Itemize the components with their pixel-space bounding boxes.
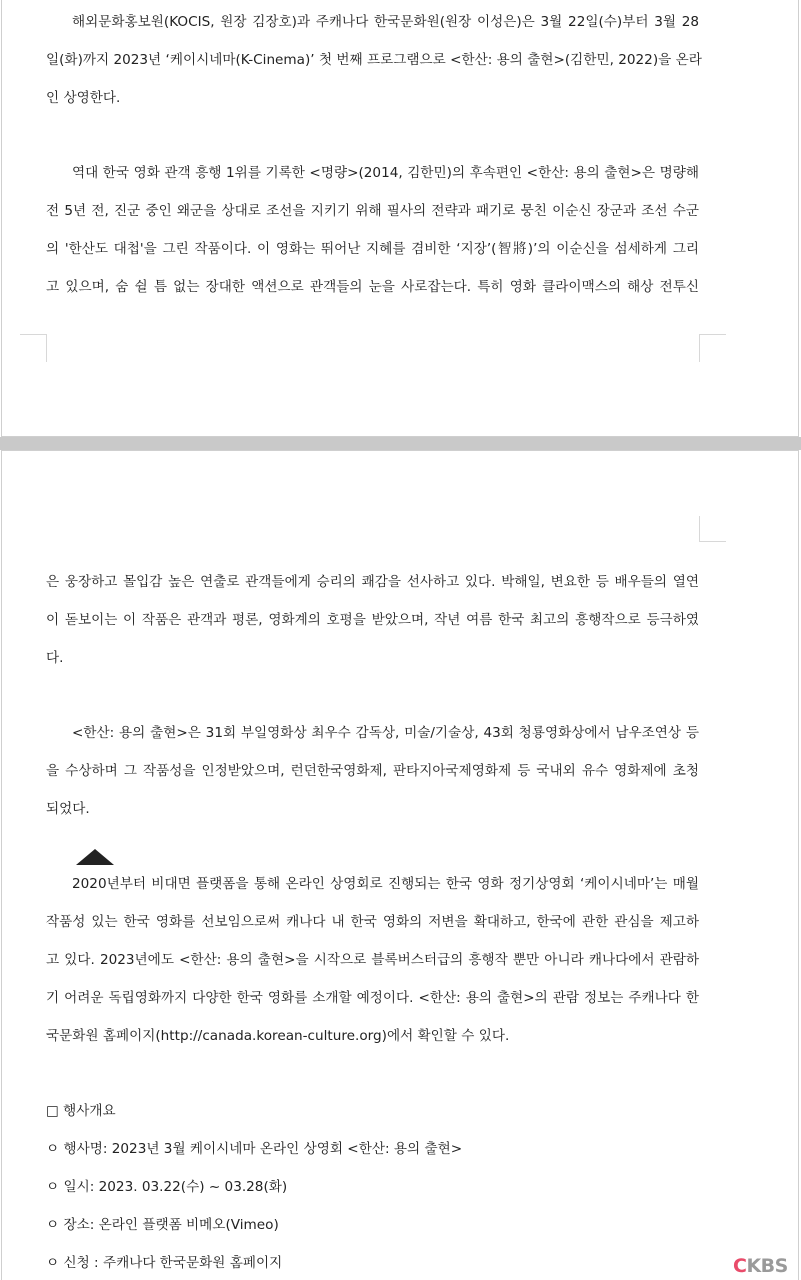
list-item: ㅇ 행사명: 2023년 3월 케이시네마 온라인 상영회 <한산: 용의 출현>: [46, 1141, 463, 1157]
crop-mark: [20, 334, 47, 335]
paragraph-line: 고 있다. 2023년에도 <한산: 용의 출현>을 시작으로 블록버스터급의 흥행작 뿐만 아니라 캐나다에서 관람하: [46, 952, 699, 968]
paragraph-line: 이 돋보이는 이 작품은 관객과 평론, 영화계의 호평을 받았으며, 작년 여름 한국 최고의 흥행작으로 등극하였: [46, 612, 699, 628]
paragraph-line: 다.: [46, 650, 64, 666]
paragraph-line: 인 상영한다.: [46, 90, 121, 106]
watermark-c: C: [733, 1255, 747, 1277]
triangle-marker-icon: [76, 849, 114, 865]
paragraph-line: 고 있으며, 숨 쉴 틈 없는 장대한 액션으로 관객들의 눈을 사로잡는다. 특히 영화 클라이맥스의 해상 전투신: [46, 279, 699, 295]
list-item: ㅇ 일시: 2023. 03.22(수) ~ 03.28(화): [46, 1179, 288, 1195]
watermark-rest: KBS: [746, 1255, 788, 1277]
list-item: ㅇ 장소: 온라인 플랫폼 비메오(Vimeo): [46, 1217, 279, 1233]
paragraph-line: 국문화원 홈페이지(http://canada.korean-culture.org)에서 확인할 수 있다.: [46, 1028, 510, 1044]
paragraph-line: <한산: 용의 출현>은 31회 부일영화상 최우수 감독상, 미술/기술상, 43회 청룡영화상에서 남우조연상 등: [72, 725, 699, 741]
crop-mark: [46, 334, 47, 362]
list-item: ㅇ 신청 : 주캐나다 한국문화원 홈페이지: [46, 1255, 283, 1271]
crop-mark: [699, 541, 726, 542]
crop-mark: [699, 516, 700, 542]
paragraph-line: 해외문화홍보원(KOCIS, 원장 김장호)과 주캐나다 한국문화원(원장 이성은)은 3월 22일(수)부터 3월 28: [72, 14, 699, 30]
paragraph-line: 일(화)까지 2023년 ‘케이시네마(K-Cinema)’ 첫 번째 프로그램으로 <한산: 용의 출현>(김한민, 2022)을 온라: [46, 52, 702, 68]
paragraph-line: 작품성 있는 한국 영화를 선보임으로써 캐나다 내 한국 영화의 저변을 확대하고, 한국에 관한 관심을 제고하: [46, 914, 699, 930]
crop-mark: [699, 334, 726, 335]
paragraph-line: 기 어려운 독립영화까지 다양한 한국 영화를 소개할 예정이다. <한산: 용의 출현>의 관람 정보는 주캐나다 한: [46, 990, 699, 1006]
paragraph-line: 역대 한국 영화 관객 흥행 1위를 기록한 <명량>(2014, 김한민)의 후속편인 <한산: 용의 출현>은 명량해: [72, 165, 699, 181]
page-gap: [0, 437, 801, 450]
section-heading: □ 행사개요: [46, 1103, 116, 1119]
paragraph-line: 전 5년 전, 진군 중인 왜군을 상대로 조선을 지키기 위해 필사의 전략과 패기로 뭉친 이순신 장군과 조선 수군: [46, 203, 699, 219]
paragraph-line: 은 웅장하고 몰입감 높은 연출로 관객들에게 승리의 쾌감을 선사하고 있다. 박해일, 변요한 등 배우들의 열연: [46, 574, 699, 590]
paragraph-line: 2020년부터 비대면 플랫폼을 통해 온라인 상영회로 진행되는 한국 영화 정기상영회 ‘케이시네마’는 매월: [72, 876, 699, 892]
paragraph-line: 되었다.: [46, 801, 90, 817]
paragraph-line: 의 '한산도 대첩'을 그린 작품이다. 이 영화는 뛰어난 지혜를 겸비한 ‘지장’(智將)’의 이순신을 섬세하게 그리: [46, 241, 699, 257]
paragraph-line: 을 수상하며 그 작품성을 인정받았으며, 런던한국영화제, 판타지아국제영화제 등 국내외 유수 영화제에 초청: [46, 763, 699, 779]
ckbs-watermark-logo: [733, 1255, 788, 1277]
crop-mark: [699, 334, 700, 362]
